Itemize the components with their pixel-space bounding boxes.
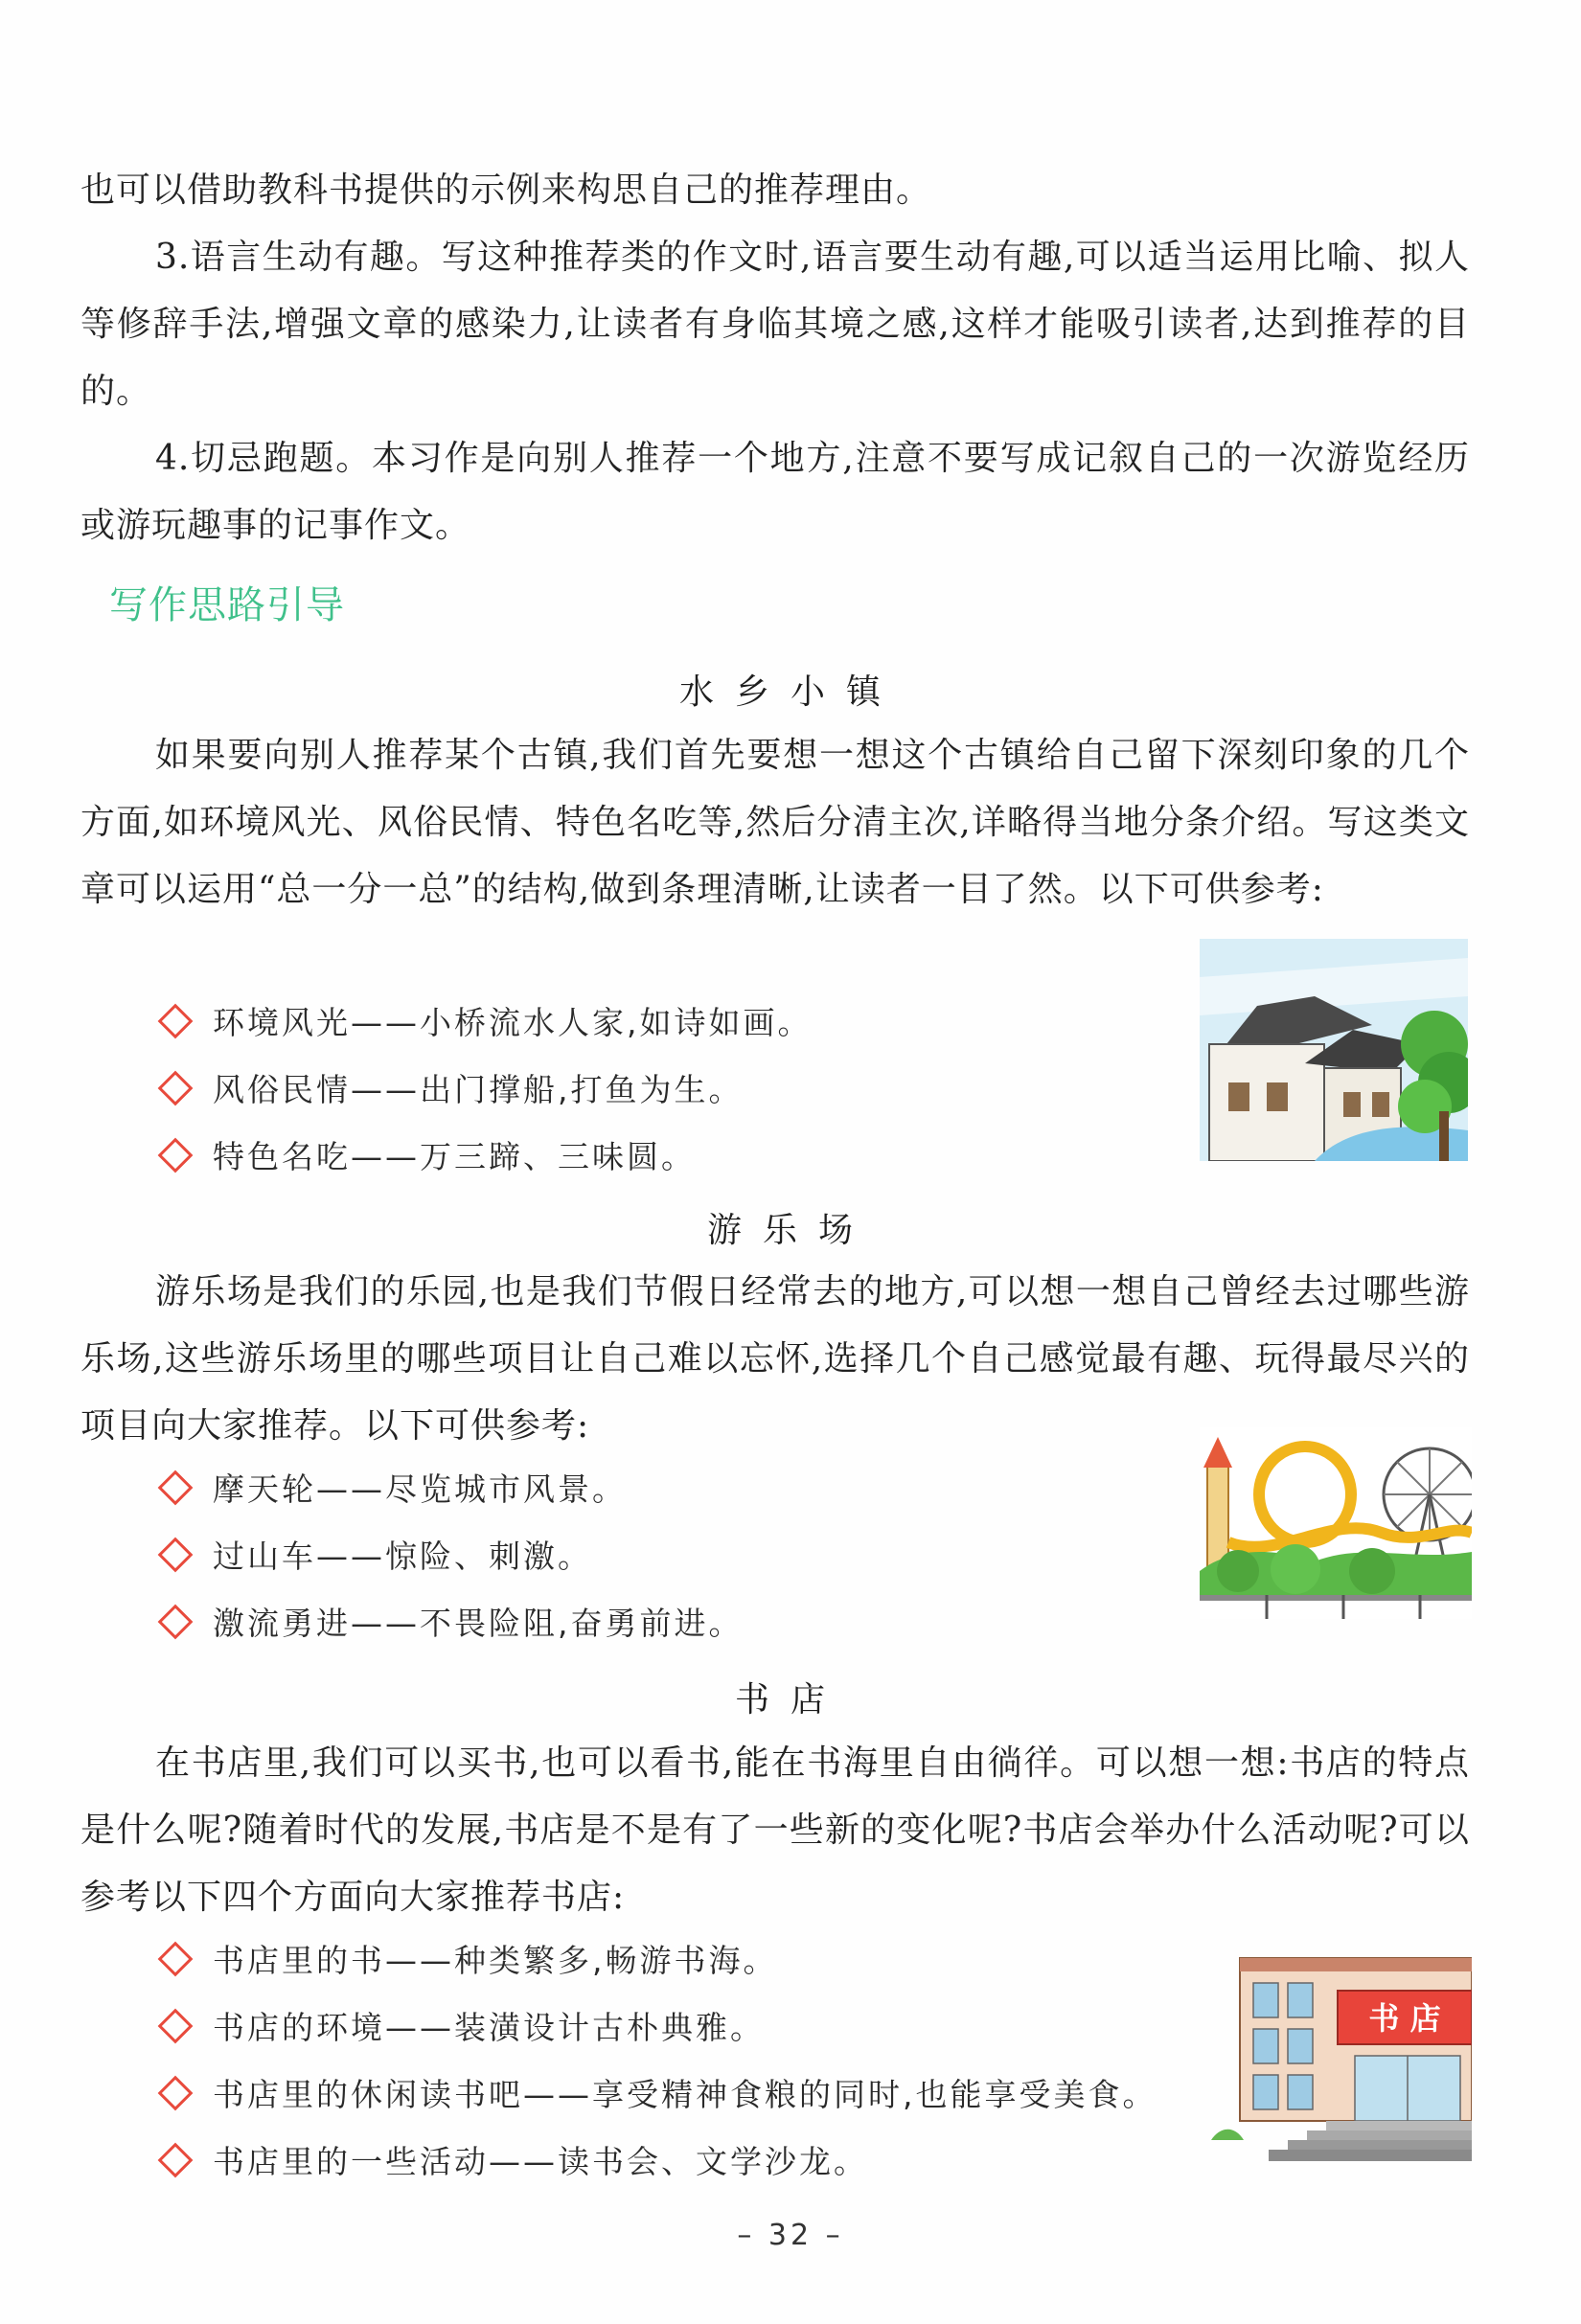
list-item: 书店里的休闲读书吧——享受精神食粮的同时,也能享受美食。 [157,2062,1157,2129]
bookstore-bullet-list [157,1927,1157,2196]
diamond-bullet-icon [158,1604,194,1639]
diamond-bullet-icon [158,1470,194,1505]
bookstore-paragraph: 在书店里,我们可以买书,也可以看书,能在书海里自由徜徉。可以想一想:书店的特点是什么呢?随着时代的发展,书店是不是有了一些新的变化呢?书店会举办什么活动呢?可以参考以下四个方面向大家推荐书店: [80,1743,1470,1917]
list-item: 环境风光——小桥流水人家,如诗如画。 [157,990,813,1057]
diamond-bullet-icon [158,1941,194,1976]
list-item: 书店里的一些活动——读书会、文学沙龙。 [157,2129,1157,2196]
amusement-park-illustration [1200,1427,1472,1619]
page-number: – 32 – [737,2219,844,2252]
bookstore-sign-text: 书 店 [1368,2000,1441,2037]
list-item: 书店的环境——装潢设计古朴典雅。 [157,1994,1157,2062]
amusement-park-paragraph: 游乐场是我们的乐园,也是我们节假日经常去的地方,可以想一想自己曾经去过哪些游乐场,这些游乐场里的哪些项目让自己难以忘怀,选择几个自己感觉最有趣、玩得最尽兴的项目向大家推荐。以下可供参考: [80,1272,1470,1446]
intro-text [80,157,1470,559]
bookstore-illustration [1211,1948,1472,2161]
diamond-bullet-icon [158,1070,194,1105]
water-town-paragraph: 如果要向别人推荐某个古镇,我们首先要想一想这个古镇给自己留下深刻印象的几个方面,如环境风光、风俗民情、特色名吃等,然后分清主次,详略得当地分条介绍。写这类文章可以运用“总一分一总”的结构,做到条理清晰,让读者一目了然。以下可供参考: [80,736,1470,909]
section-heading: 写作思路引导 [109,583,345,627]
section-title-water-town: 水乡小镇 [678,672,902,712]
intro-paragraph-1: 也可以借助教科书提供的示例来构思自己的推荐理由。 [80,171,932,210]
diamond-bullet-icon [158,1003,194,1038]
list-item: 风俗民情——出门撑船,打鱼为生。 [157,1057,813,1124]
list-item: 激流勇进——不畏险阻,奋勇前进。 [157,1590,744,1657]
section-paragraph-water-town [80,722,1470,923]
section-title-bookstore: 书店 [734,1680,846,1720]
diamond-bullet-icon [158,1137,194,1173]
section-title-amusement-park: 游乐场 [706,1211,874,1250]
intro-paragraph-2: 3.语言生动有趣。写这种推荐类的作文时,语言要生动有趣,可以适当运用比喻、拟人等修辞手法,增强文章的感染力,让读者有身临其境之感,这样才能吸引读者,达到推荐的目的。 [80,238,1470,411]
water-town-bullet-list [157,990,813,1191]
intro-paragraph-3: 4.切忌跑题。本习作是向别人推荐一个地方,注意不要写成记叙自己的一次游览经历或游玩趣事的记事作文。 [80,439,1470,545]
diamond-bullet-icon [158,2075,194,2110]
diamond-bullet-icon [158,2008,194,2043]
diamond-bullet-icon [158,1537,194,1572]
amusement-park-bullet-list [157,1456,744,1657]
list-item: 书店里的书——种类繁多,畅游书海。 [157,1927,1157,1994]
list-item: 摩天轮——尽览城市风景。 [157,1456,744,1523]
list-item: 过山车——惊险、刺激。 [157,1523,744,1590]
diamond-bullet-icon [158,2142,194,2177]
water-town-illustration [1200,939,1468,1161]
list-item: 特色名吃——万三蹄、三味圆。 [157,1124,813,1191]
section-paragraph-bookstore [80,1730,1470,1931]
